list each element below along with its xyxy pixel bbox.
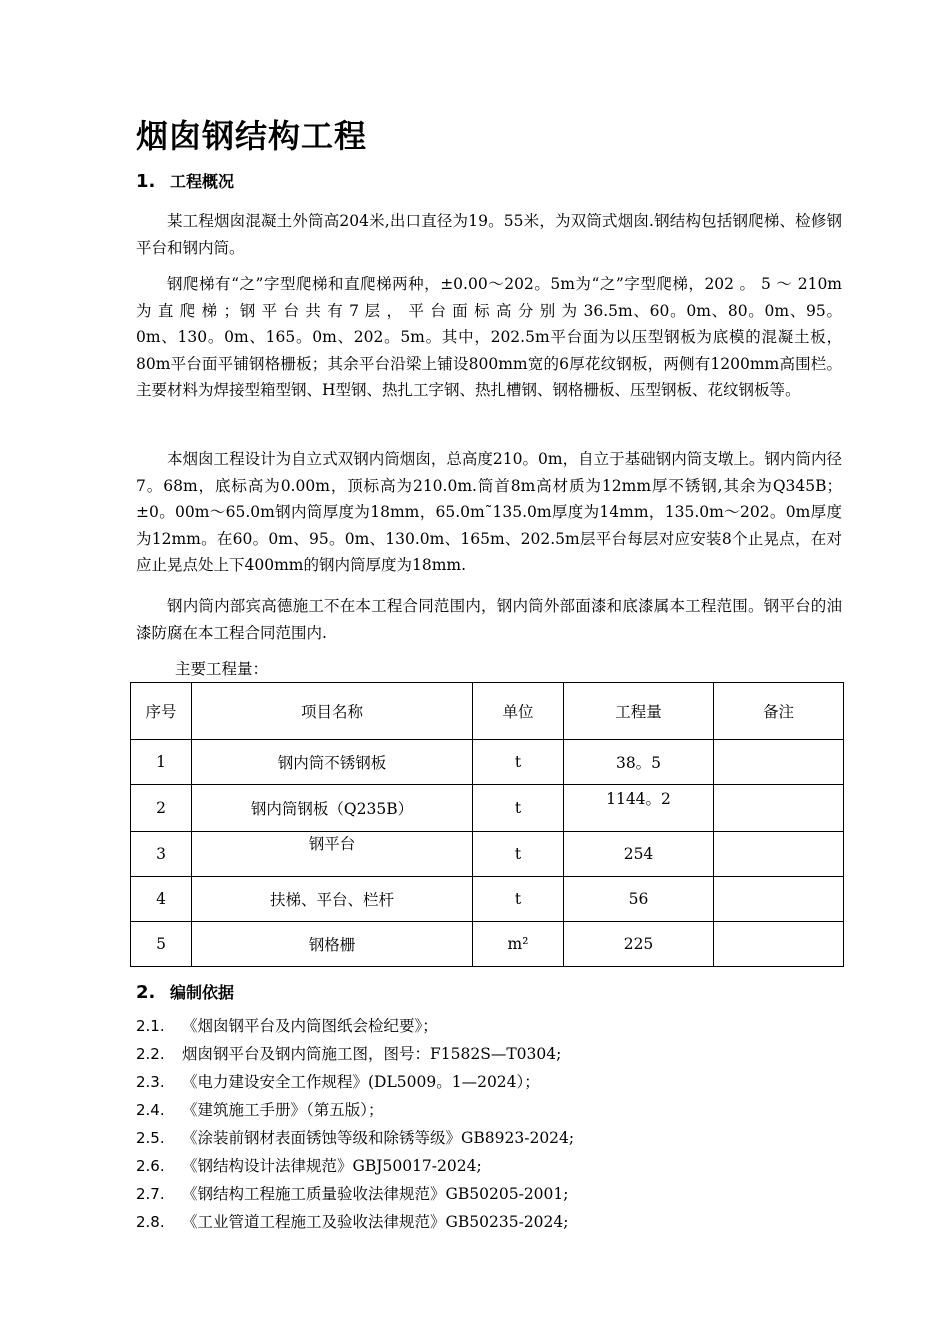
cell-item-name: 钢内筒钢板（Q235B） (192, 785, 473, 832)
cell-seq: 5 (131, 922, 192, 967)
table-caption: 主要工程量： (175, 660, 269, 678)
cell-unit: t (473, 877, 564, 922)
list-item (136, 1210, 574, 1238)
list-item-text: 《涂装前钢材表面锈蚀等级和除锈等级》GB8923-2024; (182, 1129, 575, 1147)
header-seq: 序号 (131, 683, 192, 740)
cell-quantity: 254 (564, 832, 714, 877)
table-row (131, 877, 844, 922)
list-item-text: 《钢结构设计法律规范》GBJ50017-2024; (182, 1157, 482, 1175)
list-item-text: 烟囱钢平台及钢内筒施工图，图号：F1582S—T0304; (182, 1045, 562, 1063)
cell-quantity: 225 (564, 922, 714, 967)
section-1-title: 工程概况 (170, 172, 235, 191)
list-item-number: 2.5. (136, 1129, 165, 1147)
section-2-title: 编制依据 (170, 983, 235, 1002)
list-item (136, 1070, 574, 1098)
header-item-name: 项目名称 (192, 683, 473, 740)
list-item-text: 《工业管道工程施工及验收法律规范》GB50235-2024; (182, 1213, 569, 1231)
paragraph-overview: 某工程烟囱混凝土外筒高204米,出口直径为19。55米，为双筒式烟囱.钢结构包括钢爬梯、检修钢平台和钢内筒。 (136, 212, 842, 257)
cell-item-name-text: 钢平台 (308, 835, 356, 853)
document-title: 烟囱钢结构工程 (136, 117, 368, 155)
list-item (136, 1042, 574, 1070)
table-row (131, 832, 844, 877)
cell-remark (714, 785, 844, 832)
header-remark: 备注 (714, 683, 844, 740)
list-item (136, 1098, 574, 1126)
section-1-heading (136, 170, 234, 194)
cell-unit: t (473, 832, 564, 877)
list-item (136, 1154, 574, 1182)
list-item-text: 《电力建设安全工作规程》(DL5009。1—2024）； (182, 1073, 540, 1091)
section-1-number: 1. (136, 171, 156, 192)
cell-item-name: 钢格栅 (192, 922, 473, 967)
list-item-number: 2.3. (136, 1073, 165, 1091)
cell-quantity: 38。5 (564, 740, 714, 785)
table-header-row (131, 683, 844, 740)
list-item-number: 2.1. (136, 1017, 165, 1035)
cell-seq: 2 (131, 785, 192, 832)
basis-list (136, 1014, 574, 1238)
cell-seq: 3 (131, 832, 192, 877)
list-item-text: 《钢结构工程施工质量验收法律规范》GB50205-2001; (182, 1185, 569, 1203)
cell-unit: t (473, 740, 564, 785)
list-item-text: 《烟囱钢平台及内筒图纸会检纪要》； (182, 1017, 438, 1035)
table-row (131, 740, 844, 785)
list-item-number: 2.8. (136, 1213, 165, 1231)
cell-remark (714, 832, 844, 877)
list-item-number: 2.2. (136, 1045, 165, 1063)
list-item (136, 1126, 574, 1154)
list-item (136, 1014, 574, 1042)
cell-remark (714, 877, 844, 922)
list-item-number: 2.6. (136, 1157, 165, 1175)
section-2-number: 2. (136, 982, 156, 1003)
cell-item-name: 扶梯、平台、栏杆 (192, 877, 473, 922)
paragraph-inner-flue: 本烟囱工程设计为自立式双钢内筒烟囱，总高度210。0m，自立于基础钢内筒支墩上。钢内筒内径7。68m，底标高为0.00m，顶标高为210.0m.筒首8m高材质为12mm厚不锈钢,其余为Q345B；±0。00m～65.0m钢内筒厚度为18mm，65.0m˜135.0m厚度为14mm，135.0m～202。0m厚度为12mm。在60。0m、95。0m、130.0m、165m、202.5m层平台每层对应安装8个止晃点，在对应止晃点处上下400mm的钢内筒厚度为18mm. (136, 450, 842, 574)
paragraph-ladder-platform: 钢爬梯有“之”字型爬梯和直爬梯两种，±0.00～202。5m为“之”字型爬梯，202 。 5 ～ 210m 为 直 爬 梯 ；钢 平 台 共 有 7 层 ， 平 台 面 标 高 分 别 为 36.5m、60。0m、80。0m、95。0m、130。0m、165。0m、202。5m。其中，202.5m平台面为以压型钢板为底模的混凝土板，80m平台面平铺钢格栅板；其余平台沿梁上铺设800mm宽的6厚花纹钢板，两侧有1200mm高围栏。主要材料为焊接型箱型钢、H型钢、热扎工字钢、热扎槽钢、钢格栅板、压型钢板、花纹钢板等。 (136, 275, 842, 399)
cell-remark (714, 740, 844, 785)
cell-quantity: 56 (564, 877, 714, 922)
list-item-number: 2.4. (136, 1101, 165, 1119)
table-row (131, 785, 844, 832)
list-item (136, 1182, 574, 1210)
list-item-text: 《建筑施工手册》（第五版）； (182, 1101, 384, 1119)
cell-remark (714, 922, 844, 967)
cell-item-name (192, 832, 473, 877)
header-quantity: 工程量 (564, 683, 714, 740)
cell-unit: m² (473, 922, 564, 967)
header-unit: 单位 (473, 683, 564, 740)
quantity-table (130, 682, 844, 967)
cell-seq: 4 (131, 877, 192, 922)
paragraph-scope: 钢内筒内部宾高德施工不在本工程合同范围内，钢内筒外部面漆和底漆属本工程范围。钢平台的油漆防腐在本工程合同范围内. (136, 597, 842, 642)
cell-seq: 1 (131, 740, 192, 785)
section-2-heading (136, 981, 234, 1005)
table-row (131, 922, 844, 967)
cell-quantity: 1144。2 (564, 785, 714, 832)
cell-unit: t (473, 785, 564, 832)
cell-item-name: 钢内筒不锈钢板 (192, 740, 473, 785)
list-item-number: 2.7. (136, 1185, 165, 1203)
